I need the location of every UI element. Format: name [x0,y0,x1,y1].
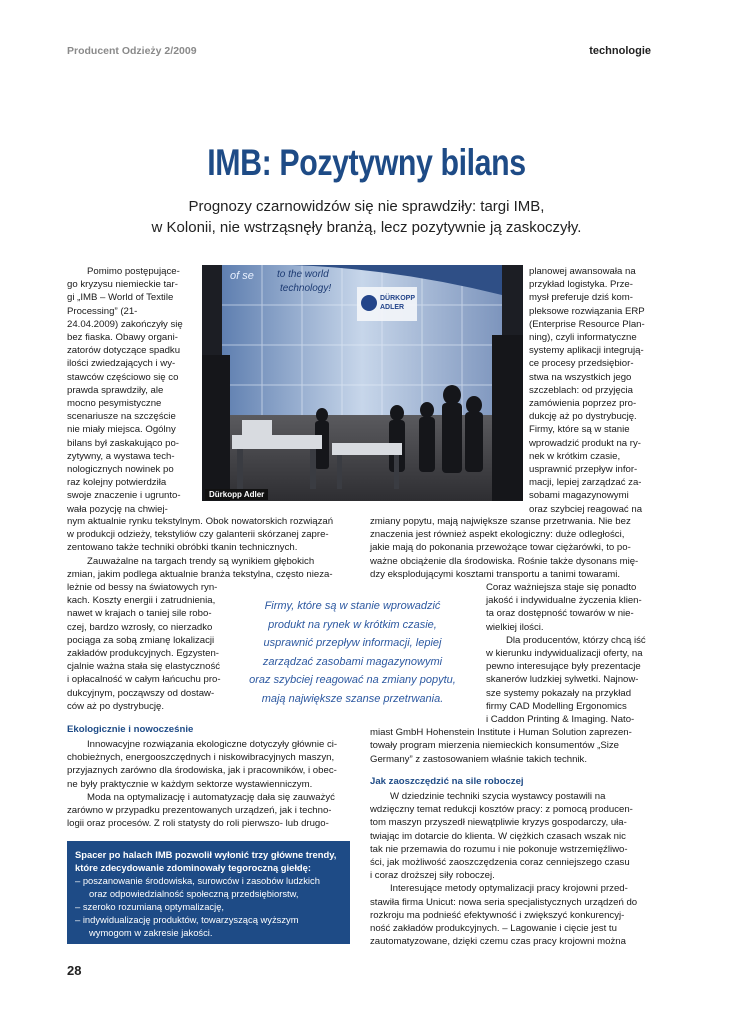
text-line: Interesujące metody optymalizacji pracy krojowni przed- [390,883,628,895]
text-line: ści, jak możliwość zaoszczędzenia coraz cenniejszego czasu [370,857,630,869]
section-label: technologie [589,45,651,57]
text-line: zamówienia poprzez pro- [529,398,637,410]
text-line: ność zakładów produkcyjnych. – Lagowanie i cięcie jest tu [370,923,617,935]
text-line: systemy aplikacji integrują- [529,345,644,357]
text-line: przykład logistyka. Prze- [529,279,633,291]
photo-caption: Dürkopp Adler [205,489,268,500]
box-item: wymogom w zakresie jakości. [89,927,213,938]
text-line: wała pozycję na chwiej- [67,503,168,515]
text-line: Moda na optymalizację i automatyzację dała się zauważyć [87,791,335,803]
trends-box [67,841,350,944]
banner-text: technology! [280,283,332,294]
text-line: logii oraz procesów. Z roli statysty do roli pierwszo- lub drugo- [67,818,329,830]
text-line: nologicznych nowinek po [67,464,174,476]
text-line: zakładów produkcyjnych. Egzysten- [67,648,219,660]
text-line: pleksowe rozwiązania ERP [529,305,645,317]
text-line: Zauważalne na targach trendy są wynikiem głębokich [87,555,315,567]
text-line: szczeblach: od przyjęcia [529,384,633,396]
text-line: ców aż po dystrybucję. [67,700,165,712]
banner-text: to the world [277,269,329,280]
text-line: nym aktualnie rynku tekstylnym. Obok nowatorskich rozwiązań [67,516,334,527]
text-line: Processing” (21- [67,305,138,317]
text-line: znaczenia jest również aspekt ekologiczny: duże odległości, [370,529,625,541]
text-line: bez fiaska. Obawy organi- [67,332,178,344]
text-line: Dla producentów, którzy chcą iść [506,634,646,646]
text-line: go kryzysu niemieckie tar- [67,279,178,291]
text-line: Coraz ważniejsza staje się ponadto [486,582,637,594]
text-line: zytywny, a wystawa tech- [67,450,175,462]
text-line: twiając im dotarcie do klienta. W ciężkich czasach wszak nic [370,830,626,842]
text-line: macji, lepiej zarządzać za- [529,477,642,489]
text-line: zmiany popytu, mają największe szanse przetrwania. Nie bez [370,516,631,527]
section-heading-eco: Ekologicznie i nowocześnie [67,724,194,735]
quote-line: usprawnić przepływ informacji, lepiej [263,637,442,649]
article-title: IMB: Pozytywny bilans [207,142,526,183]
text-line: cjalnie ważna stała się elastyczność [67,661,221,673]
quote-line: mają największe szanse przetrwania. [261,692,444,705]
text-line: mysł preferuje dziś kom- [529,292,633,304]
text-line: zarówno w przypadku prezentowanych urządzeń, jak i techno- [67,805,332,817]
text-line: jakość i indywidualne życzenia klien- [486,595,642,607]
text-line: zautomatyzowane, dzięki czemu czas pracy krojowni można [370,936,626,948]
section-heading-labor: Jak zaoszczędzić na sile roboczej [370,776,524,787]
text-line: scenariusze na szczęście [67,411,176,423]
text-line: nawet w krajach o taniej sile robo- [67,608,212,620]
text-line: i Caddon Printing & Imaging. Nato- [486,714,635,726]
text-line: ce procesy przedsiębior- [529,358,634,370]
text-line: leżnie od bessy na światowych ryn- [67,582,218,594]
text-line: towały program mierzenia niemieckich konsumentów „Size [370,740,620,752]
text-line: czej, bardzo wzrosły, co nierzadko [67,621,213,633]
text-line: Firmy, które są w stanie [529,424,630,436]
text-line: i coraz droższej siły roboczej. [370,870,495,882]
text-line: W dziedzinie techniki szycia wystawcy postawili na [390,791,606,802]
text-line: nie miały miejsca. Ogólny [67,424,176,436]
text-line: dukcyjnym, począwszy od dostaw- [67,687,215,699]
logo-text: DÜRKOPP [380,295,416,302]
text-line: pociąga za sobą zmianę lokalizacji [67,634,215,646]
quote-line: produkt na rynek w krótkim czasie, [268,618,437,631]
text-line: usprawnić przepływ infor- [529,464,638,476]
text-line: jakie mają do pokonania przewożące towar ciężarówki, to po- [370,542,631,554]
text-line: sobami magazynowymi [529,490,629,502]
article-lead [90,196,643,238]
text-line: skanerów ludzkiej sylwetki. Najnow- [486,674,639,686]
text-line: w kierunku indywidualizacji oferty, na [486,648,643,660]
box-item: – szeroko rozumianą optymalizację, [75,901,225,912]
text-line: wielkiej ilości. [486,621,544,633]
text-line: gi „IMB – World of Textile [67,292,174,304]
column-right-top [529,265,651,516]
section-labor-text [370,790,651,948]
text-line: ning), czyli informatyczne [529,332,637,344]
text-line: wdzięczny temat redukcji kosztów pracy: z pomocą producen- [370,804,633,816]
lead-line: Prognozy czarnowidzów się nie sprawdziły: targi IMB, [188,198,545,215]
text-line: raz kolejny potwierdziła [67,477,167,489]
text-line: (Enterprise Resource Plan- [529,318,645,330]
text-line: miast GmbH Hohenstein Institute i Human Solution zaprezen- [370,727,632,739]
text-line: bilans był zaskakująco po- [67,437,179,449]
text-line: Germany” z zastosowaniem właśnie takich technik. [370,753,588,765]
text-line: dukcję aż po dystrybucję. [529,411,637,423]
text-line: prawda sprawdziły, ale [67,384,164,396]
text-line: ilości zwiedzających i wy- [67,358,176,370]
pull-quote [245,597,460,708]
text-line: stawców częściowo się co [67,371,179,383]
text-line: zentowano także techniki obróbki tkanin technicznych. [67,542,298,554]
text-line: swoje znaczenie i ugrunto- [67,490,181,502]
text-line: planowej awansowała na [529,266,636,277]
logo-text: ADLER [380,304,405,311]
text-line: tom maszyn przyszedł niewątpliwie kryzys gospodarczy, uła- [370,817,627,829]
text-line: tak nie przemawia do rozumu i nie pokonuje wstrzemięźliwo- [370,843,628,855]
text-line: kach. Koszty energii i zatrudnienia, [67,595,216,607]
text-line: mocno pesymistyczne [67,398,162,410]
text-line: chobieżnych, energooszczędnych i niskowibracyjnych maszyn, [67,752,335,764]
box-title: Spacer po halach IMB pozwolił wyłonić trzy główne trendy, [75,849,337,860]
text-line: zatorów dotyczące spadku [67,345,181,357]
text-line: ważne obciążenie dla środowiska. Rośnie także dysonans mię- [370,555,639,567]
quote-line: zarządzać zasobami magazynowymi [262,655,443,668]
text-line: ta oraz dostępność towarów w nie- [486,608,634,620]
text-line: pewno interesujące były prezentacje [486,661,641,673]
text-line: dzy eksplodującymi kosztami transportu a tanimi towarami. [370,568,621,580]
text-line: sze systemy pokazały na przykład [486,687,632,699]
page-number: 28 [67,963,82,978]
quote-line: oraz szybciej reagować na zmiany popytu, [249,674,456,686]
quote-line: Firmy, które są w stanie wprowadzić [264,600,441,612]
text-line: przyjaznych zarówno dla środowiska, jak i pracowników, i obec- [67,765,337,777]
text-line: oraz szybciej reagować na [529,503,643,515]
journal-name: Producent Odzieży 2/2009 [67,45,197,57]
text-line: stawiła firma Unicut: nowa seria specjalistycznych urządzeń do [370,896,638,908]
text-line: ne były praktycznie w każdym sektorze wystawienniczym. [67,778,313,790]
box-title: które zdecydowanie zdominowały tegoroczną giełdę: [75,862,311,873]
column-left-top [67,265,197,516]
text-line: i opłacalność w całym łańcuchu pro- [67,674,221,686]
text-line: zmian, jakim podlega aktualnie branża tekstylna, często nieza- [67,568,333,580]
text-line: nek w krótkim czasie, [529,450,621,462]
text-line: stwa na wszystkich jego [529,371,632,383]
text-line: Pomimo postępujące- [87,266,180,277]
text-line: Innowacyjne rozwiązania ekologiczne dotyczyły głównie ci- [87,739,338,750]
text-line: firmy CAD Modelling Ergonomics [486,700,627,712]
box-item: – indywidualizację produktów, towarzyszącą wyższym [75,914,299,925]
text-line: w produkcji odzieży, tekstyliów czy galanterii skórzanej zapre- [67,529,329,541]
box-item: – poszanowanie środowiska, surowców i zasobów ludzkich [75,875,320,886]
text-line: rozkroju ma podnieść efektywność i zwiększyć konkurencyj- [370,909,625,921]
text-line: wprowadzić produkt na ry- [529,437,641,449]
trade-fair-photo [202,265,523,501]
section-eco-text [67,738,350,830]
box-item: oraz odpowiedzialność społeczną przedsiębiorstw, [89,888,299,899]
lead-line: w Kolonii, nie wstrząsnęły branżą, lecz pozytywnie ją zaskoczyły. [151,219,582,236]
banner-text: of se [230,270,254,282]
text-line: 24.04.2009) zakończyły się [67,318,183,330]
